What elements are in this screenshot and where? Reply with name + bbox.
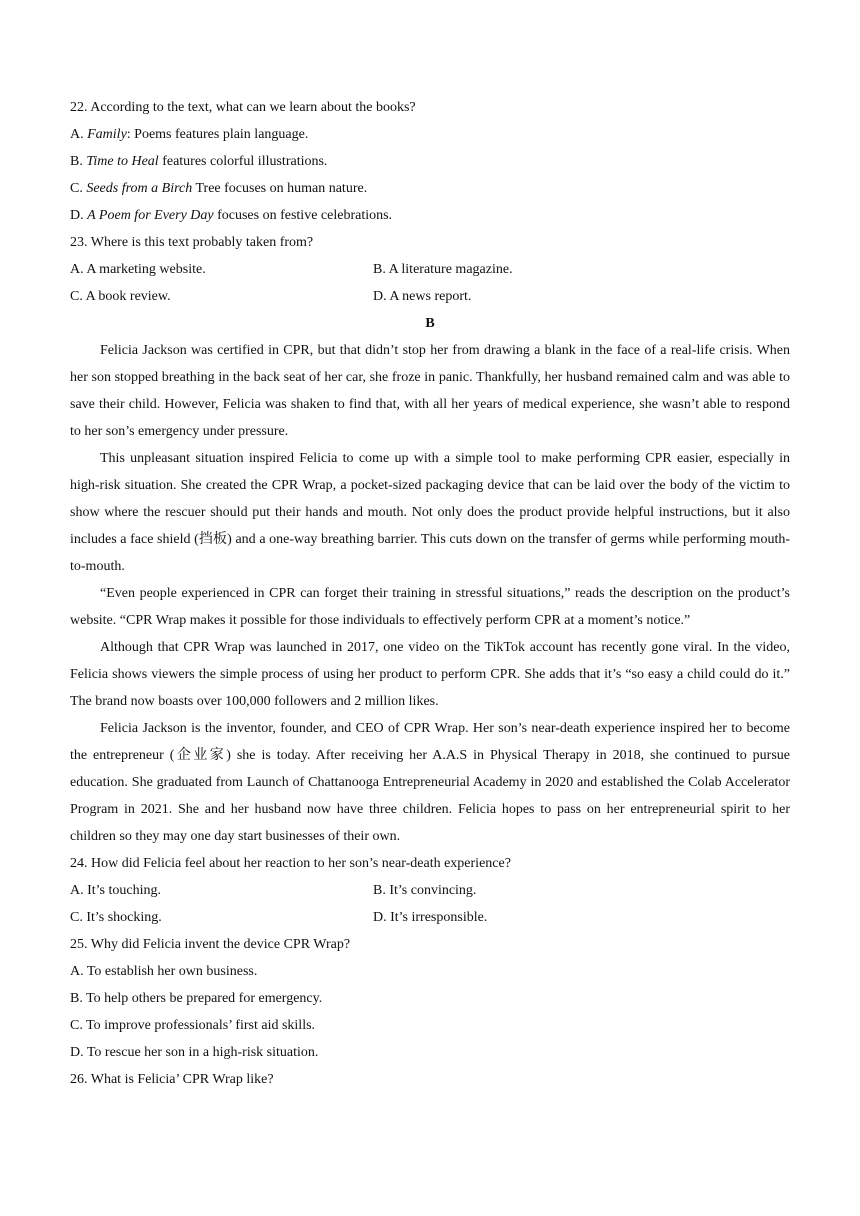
book-title: Time to Heal <box>86 154 159 169</box>
book-title: Family <box>87 127 127 142</box>
q22-option-d: D. A Poem for Every Day focuses on festive celebrations. <box>70 208 393 223</box>
q23-options-row-1 <box>70 256 790 283</box>
q26-stem: 26. What is Felicia’ CPR Wrap like? <box>70 1072 274 1087</box>
q24-options-row-1 <box>70 877 790 904</box>
passage-paragraph-1: Felicia Jackson was certified in CPR, but that didn’t stop her from drawing a blank in the face of a real-life crisis. When her son stopped breathing in the back seat of her car, she froze in panic. Thankfully, her husband remained calm and was able to save their child. However, Felicia was shaken to find that, with all her years of medical experience, she wasn’t able to respond to her son’s emergency under pressure. <box>70 343 790 439</box>
q22-stem: 22. According to the text, what can we learn about the books? <box>70 100 416 115</box>
q22-option-c: C. Seeds from a Birch Tree focuses on human nature. <box>70 181 368 196</box>
book-title: A Poem for Every Day <box>87 208 214 223</box>
q23-option-c: C. A book review. <box>70 289 171 304</box>
q25-option-d: D. To rescue her son in a high-risk situation. <box>70 1045 319 1060</box>
q25-option-a: A. To establish her own business. <box>70 964 258 979</box>
section-heading: B <box>425 316 435 331</box>
q22-option-b: B. Time to Heal features colorful illustrations. <box>70 154 328 169</box>
q22-option-a: A. Family: Poems features plain language. <box>70 127 309 142</box>
q23-options-row-2 <box>70 283 790 310</box>
q23-option-b: B. A literature magazine. <box>373 262 513 277</box>
passage-paragraph-4: Although that CPR Wrap was launched in 2017, one video on the TikTok account has recently gone viral. In the video, Felicia shows viewers the simple process of using her product to perform CPR. She adds that it’s “so easy a child could do it.” The brand now boasts over 100,000 followers and 2 million likes. <box>70 640 790 709</box>
q23-stem: 23. Where is this text probably taken from? <box>70 235 314 250</box>
exam-page <box>70 94 790 1093</box>
passage-paragraph-5: Felicia Jackson is the inventor, founder, and CEO of CPR Wrap. Her son’s near-death experience inspired her to become the entrepreneur (企业家) she is today. After receiving her A.A.S in Physical Therapy in 2018, she continued to pursue education. She graduated from Launch of Chattanooga Entrepreneurial Academy in 2020 and established the Colab Accelerator Program in 2021. She and her husband now have three children. Felicia hopes to pass on her entrepreneurial spirit to her children so they may one day start businesses of their own. <box>70 721 790 844</box>
book-title: Seeds from a Birch <box>86 181 193 196</box>
q23-option-d: D. A news report. <box>373 289 472 304</box>
q25-option-b: B. To help others be prepared for emergency. <box>70 991 323 1006</box>
q24-option-b: B. It’s convincing. <box>373 883 477 898</box>
q24-option-c: C. It’s shocking. <box>70 910 162 925</box>
q25-stem: 25. Why did Felicia invent the device CPR Wrap? <box>70 937 351 952</box>
q24-option-a: A. It’s touching. <box>70 883 161 898</box>
q23-option-a: A. A marketing website. <box>70 262 206 277</box>
passage-paragraph-2: This unpleasant situation inspired Felicia to come up with a simple tool to make performing CPR easier, especially in high-risk situation. She created the CPR Wrap, a pocket-sized packaging device that can be laid over the body of the victim to show where the rescuer should put their hands and mouth. Not only does the product provide helpful instructions, but it also includes a face shield (挡板) and a one-way breathing barrier. This cuts down on the transfer of germs while performing mouth-to-mouth. <box>70 451 790 574</box>
q24-option-d: D. It’s irresponsible. <box>373 910 488 925</box>
q24-stem: 24. How did Felicia feel about her reaction to her son’s near-death experience? <box>70 856 511 871</box>
q24-options-row-2 <box>70 904 790 931</box>
q25-option-c: C. To improve professionals’ first aid skills. <box>70 1018 316 1033</box>
passage-paragraph-3: “Even people experienced in CPR can forget their training in stressful situations,” reads the description on the product’s website. “CPR Wrap makes it possible for those individuals to effectively perform CPR at a moment’s notice.” <box>70 586 790 628</box>
